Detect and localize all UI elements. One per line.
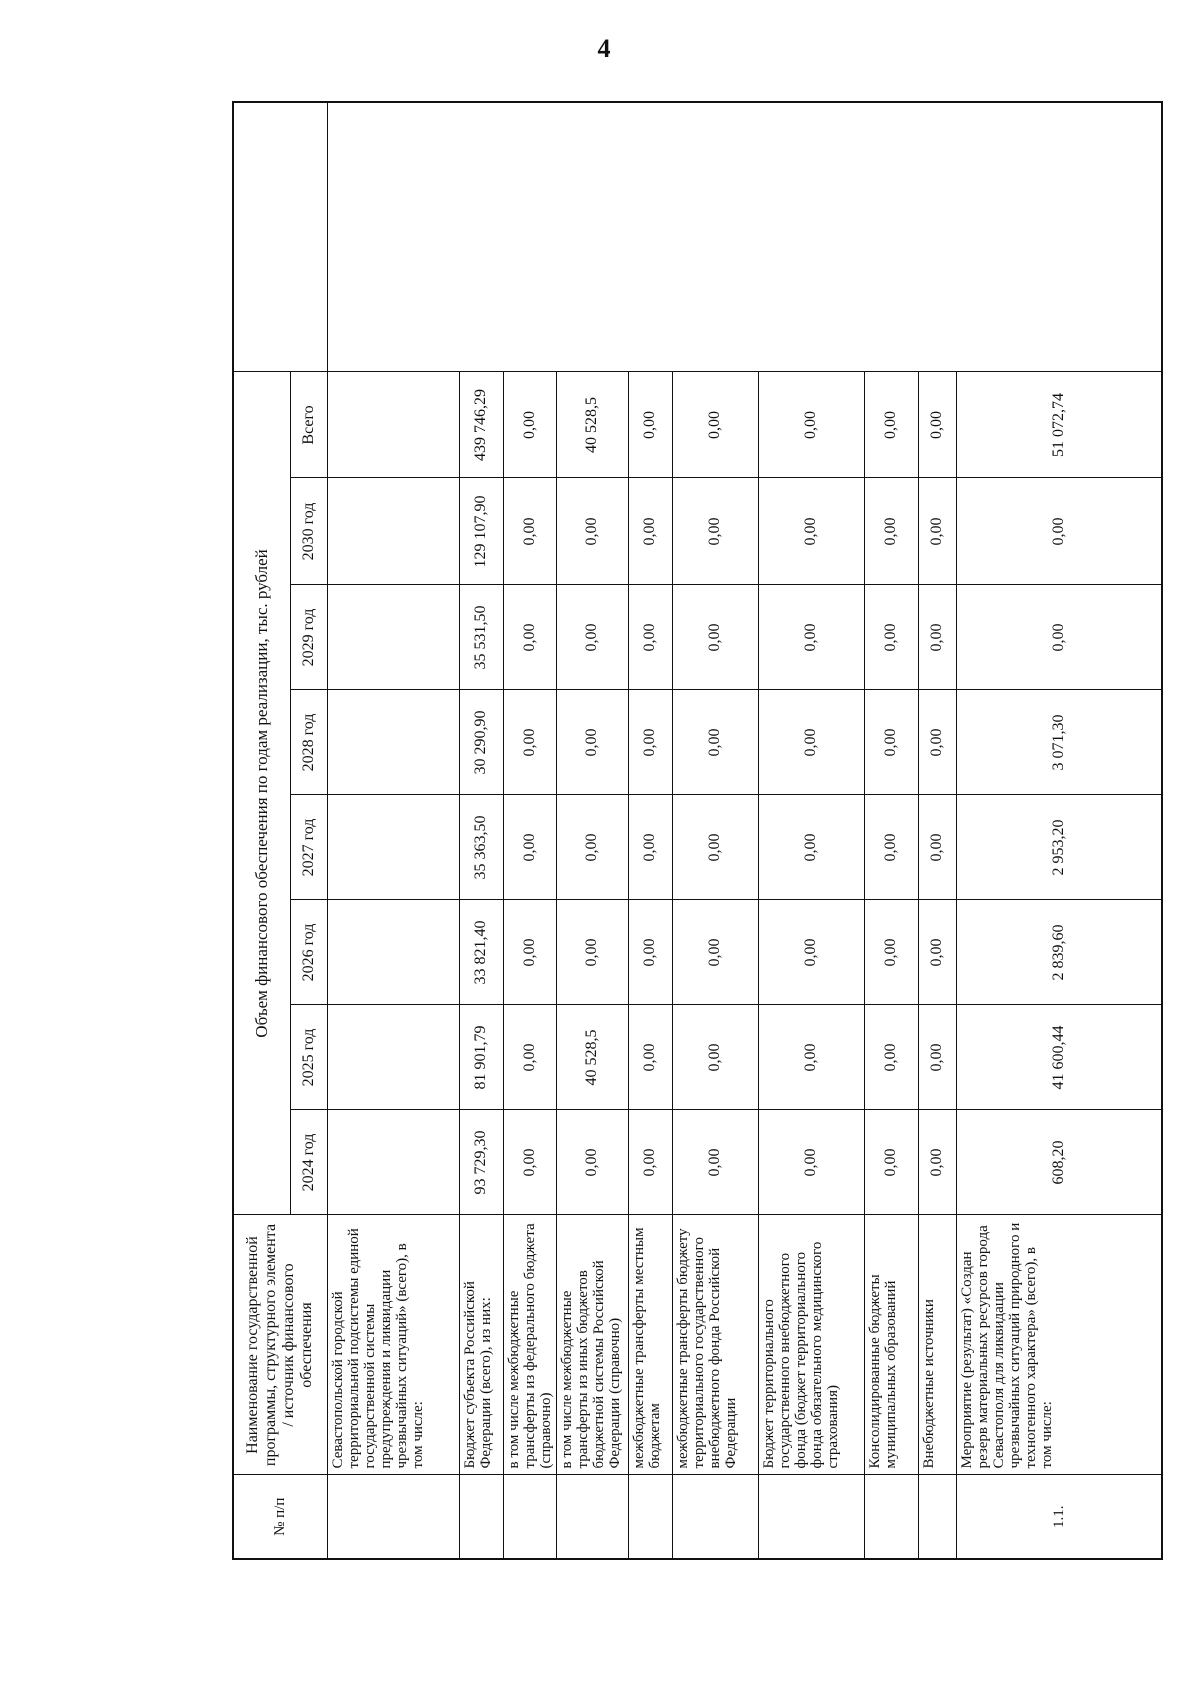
row-value: 0,00 xyxy=(628,478,672,585)
header-year-2025: 2025 год xyxy=(290,1005,327,1110)
table-row xyxy=(672,102,758,1559)
row-value: 0,00 xyxy=(918,1110,956,1215)
row-value: 0,00 xyxy=(758,795,864,900)
row-name: Бюджет территориального государственного внебюджетного фонда (бюджет территориального фонда обязательного медицинского страхования) xyxy=(758,1215,864,1475)
row-value: 0,00 xyxy=(503,478,556,585)
row-value: 0,00 xyxy=(628,690,672,795)
row-name: в том числе межбюджетные трансферты из иных бюджетов бюджетной системы Российской Федерации (справочно) xyxy=(556,1215,628,1475)
row-value: 0,00 xyxy=(758,478,864,585)
table-row xyxy=(556,102,628,1559)
row-value xyxy=(327,478,459,585)
header-financing-group: Объем финансового обеспечения по годам реализации, тыс. рублей xyxy=(233,372,290,1215)
row-no xyxy=(918,1475,956,1559)
row-value: 0,00 xyxy=(758,585,864,690)
financing-table xyxy=(232,101,1163,1560)
row-value: 608,20 xyxy=(956,1110,1162,1215)
row-value: 0,00 xyxy=(956,478,1162,585)
row-value: 0,00 xyxy=(918,900,956,1005)
row-value: 0,00 xyxy=(956,585,1162,690)
row-value: 0,00 xyxy=(503,372,556,478)
table-row xyxy=(503,102,556,1559)
row-value: 0,00 xyxy=(672,1110,758,1215)
row-value: 0,00 xyxy=(556,1110,628,1215)
row-value: 0,00 xyxy=(672,478,758,585)
header-name: Наименование государственной программы, структурного элемента / источник финансового обеспечения xyxy=(233,1215,327,1475)
row-value xyxy=(327,795,459,900)
row-value: 35 531,50 xyxy=(459,585,503,690)
row-no xyxy=(503,1475,556,1559)
row-value: 51 072,74 xyxy=(956,372,1162,478)
row-value: 0,00 xyxy=(503,795,556,900)
row-value: 0,00 xyxy=(503,900,556,1005)
row-value: 0,00 xyxy=(672,690,758,795)
row-value: 129 107,90 xyxy=(459,478,503,585)
row-value: 0,00 xyxy=(503,585,556,690)
row-value: 0,00 xyxy=(864,478,918,585)
row-value: 0,00 xyxy=(556,900,628,1005)
row-no xyxy=(758,1475,864,1559)
row-value xyxy=(327,690,459,795)
row-value: 41 600,44 xyxy=(956,1005,1162,1110)
row-value: 0,00 xyxy=(918,690,956,795)
row-value: 0,00 xyxy=(918,1005,956,1110)
row-value: 0,00 xyxy=(864,1110,918,1215)
row-name: Внебюджетные источники xyxy=(918,1215,956,1475)
row-value: 0,00 xyxy=(864,690,918,795)
row-value xyxy=(327,585,459,690)
row-value: 33 821,40 xyxy=(459,900,503,1005)
row-value: 0,00 xyxy=(503,1005,556,1110)
row-value: 0,00 xyxy=(556,690,628,795)
row-name: межбюджетные трансферты бюджету территориального государственного внебюджетного фонда Российской Федерации xyxy=(672,1215,758,1475)
row-no xyxy=(556,1475,628,1559)
row-value: 0,00 xyxy=(628,900,672,1005)
header-row-group xyxy=(233,102,290,1559)
row-no xyxy=(864,1475,918,1559)
row-value: 2 839,60 xyxy=(956,900,1162,1005)
row-value: 0,00 xyxy=(628,1110,672,1215)
row-value: 0,00 xyxy=(864,1005,918,1110)
header-total: Всего xyxy=(290,372,327,478)
row-value: 0,00 xyxy=(758,900,864,1005)
row-value: 0,00 xyxy=(556,585,628,690)
header-year-2026: 2026 год xyxy=(290,900,327,1005)
row-value xyxy=(327,372,459,478)
row-value: 0,00 xyxy=(918,585,956,690)
row-value xyxy=(327,900,459,1005)
row-value: 0,00 xyxy=(864,585,918,690)
row-value: 93 729,30 xyxy=(459,1110,503,1215)
row-value: 0,00 xyxy=(864,795,918,900)
row-name: межбюджетные трансферты местным бюджетам xyxy=(628,1215,672,1475)
row-value: 30 290,90 xyxy=(459,690,503,795)
row-value: 35 363,50 xyxy=(459,795,503,900)
row-name: в том числе межбюджетные трансферты из федерального бюджета (справочно) xyxy=(503,1215,556,1475)
table-row xyxy=(918,102,956,1559)
row-value: 2 953,20 xyxy=(956,795,1162,900)
row-value: 0,00 xyxy=(556,795,628,900)
table-row xyxy=(628,102,672,1559)
header-year-2024: 2024 год xyxy=(290,1110,327,1215)
row-value: 0,00 xyxy=(628,372,672,478)
row-value: 40 528,5 xyxy=(556,1005,628,1110)
header-year-2030: 2030 год xyxy=(290,478,327,585)
row-value: 0,00 xyxy=(758,372,864,478)
table-row xyxy=(758,102,864,1559)
header-year-2027: 2027 год xyxy=(290,795,327,900)
row-no xyxy=(327,1475,459,1559)
row-value: 0,00 xyxy=(672,585,758,690)
row-no: 1.1. xyxy=(956,1475,1162,1559)
row-value: 0,00 xyxy=(918,372,956,478)
row-value: 0,00 xyxy=(864,900,918,1005)
row-value: 0,00 xyxy=(503,1110,556,1215)
row-value: 40 528,5 xyxy=(556,372,628,478)
rotated-table-container xyxy=(232,103,1152,1560)
row-value: 3 071,30 xyxy=(956,690,1162,795)
header-no: № п/п xyxy=(233,1475,327,1559)
row-value xyxy=(327,1005,459,1110)
row-value xyxy=(327,1110,459,1215)
row-value: 81 901,79 xyxy=(459,1005,503,1110)
row-value: 0,00 xyxy=(628,1005,672,1110)
table-row xyxy=(327,102,459,1559)
row-name: Консолидированные бюджеты муниципальных образований xyxy=(864,1215,918,1475)
row-value: 0,00 xyxy=(556,478,628,585)
row-value: 0,00 xyxy=(672,795,758,900)
row-value: 0,00 xyxy=(918,478,956,585)
row-no xyxy=(672,1475,758,1559)
header-year-2029: 2029 год xyxy=(290,585,327,690)
row-value: 0,00 xyxy=(864,372,918,478)
row-no xyxy=(628,1475,672,1559)
row-value: 0,00 xyxy=(672,1005,758,1110)
row-value: 0,00 xyxy=(672,900,758,1005)
page-number: 4 xyxy=(597,34,611,63)
row-value: 439 746,29 xyxy=(459,372,503,478)
row-name: Севастопольской городской территориальной подсистемы единой государственной системы предупреждения и ликвидации чрезвычайных ситуаций» (всего), в том числе: xyxy=(327,1215,459,1475)
row-name: Бюджет субъекта Российской Федерации (всего), из них: xyxy=(459,1215,503,1475)
table-row xyxy=(956,102,1162,1559)
row-value: 0,00 xyxy=(672,372,758,478)
header-year-2028: 2028 год xyxy=(290,690,327,795)
empty-margin-column xyxy=(233,102,327,372)
row-name: Мероприятие (результат) «Создан резерв материальных ресурсов города Севастополя для ликвидации чрезвычайных ситуаций природного и техногенного характера» (всего), в том числе: xyxy=(956,1215,1162,1475)
table-row xyxy=(864,102,918,1559)
row-value: 0,00 xyxy=(503,690,556,795)
row-value: 0,00 xyxy=(918,795,956,900)
row-no xyxy=(459,1475,503,1559)
table-row xyxy=(459,102,503,1559)
row-value: 0,00 xyxy=(628,585,672,690)
row-value: 0,00 xyxy=(758,690,864,795)
row-value: 0,00 xyxy=(628,795,672,900)
row-value: 0,00 xyxy=(758,1110,864,1215)
row-value: 0,00 xyxy=(758,1005,864,1110)
